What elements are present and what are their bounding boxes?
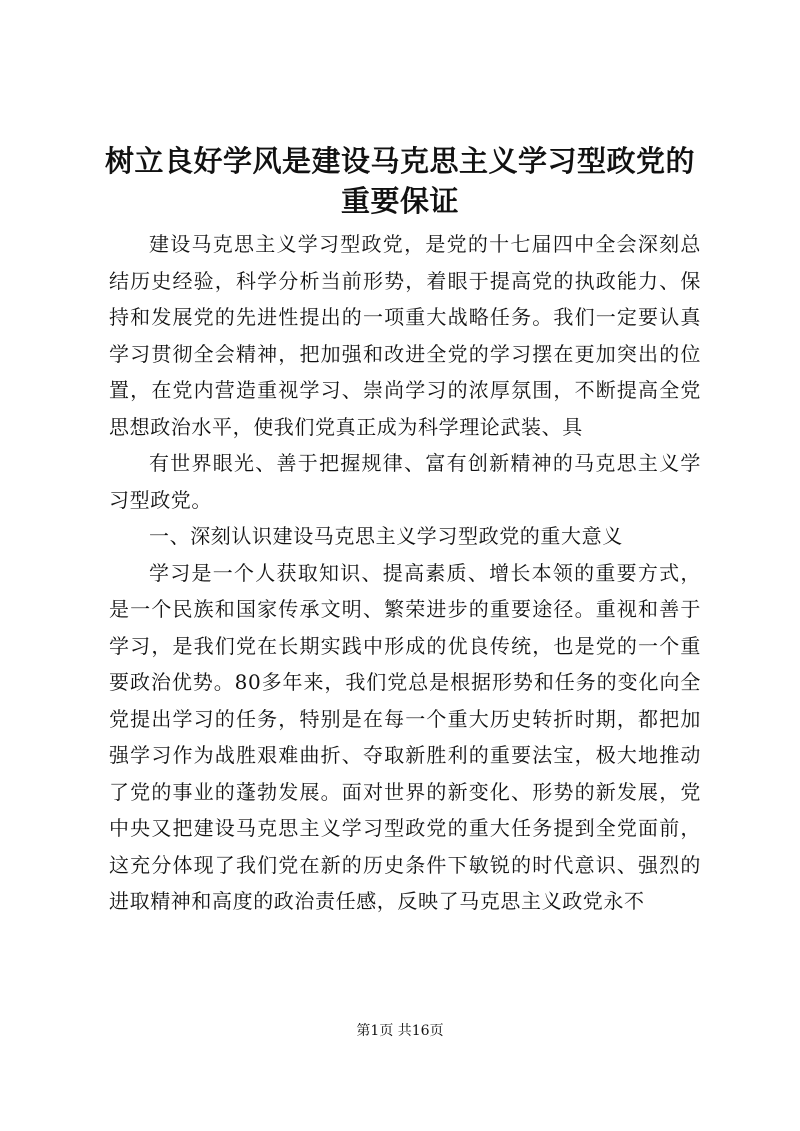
page-footer: 第1页 共16页	[356, 1023, 444, 1039]
title-line-2: 重要保证	[340, 184, 459, 218]
paragraph-intro: 建设马克思主义学习型政党，是党的十七届四中全会深刻总结历史经验，科学分析当前形势，着眼于提高党的执政能力、保持和发展党的先进性提出的一项重大战略任务。我们一定要认真学习贯彻全会精神，把加强和改进全党的学习摆在更加突出的位置，在党内营造重视学习、崇尚学习的浓厚氛围，不断提高全党思想政治水平，使我们党真正成为科学理论武装、具	[109, 232, 701, 439]
paragraph-intro-continued: 有世界眼光、善于把握规律、富有创新精神的马克思主义学习型政党。	[109, 451, 701, 512]
title-line-1: 树立良好学风是建设马克思主义学习型政党的	[104, 144, 695, 178]
document-title	[100, 141, 700, 221]
document-body	[109, 226, 701, 920]
paragraph-section-1: 学习是一个人获取知识、提高素质、增长本领的重要方式，是一个民族和国家传承文明、繁荣进步的重要途径。重视和善于学习，是我们党在长期实践中形成的优良传统，也是党的一个重要政治优势。80多年来，我们党总是根据形势和任务的变化向全党提出学习的任务，特别是在每一个重大历史转折时期，都把加强学习作为战胜艰难曲折、夺取新胜利的重要法宝，极大地推动了党的事业的蓬勃发展。面对世界的新变化、形势的新发展，党中央又把建设马克思主义学习型政党的重大任务提到全党面前，这充分体现了我们党在新的历史条件下敏锐的时代意识、强烈的进取精神和高度的政治责任感，反映了马克思主义政党永不	[109, 560, 701, 913]
section-heading-1: 一、深刻认识建设马克思主义学习型政党的重大意义	[149, 524, 623, 548]
